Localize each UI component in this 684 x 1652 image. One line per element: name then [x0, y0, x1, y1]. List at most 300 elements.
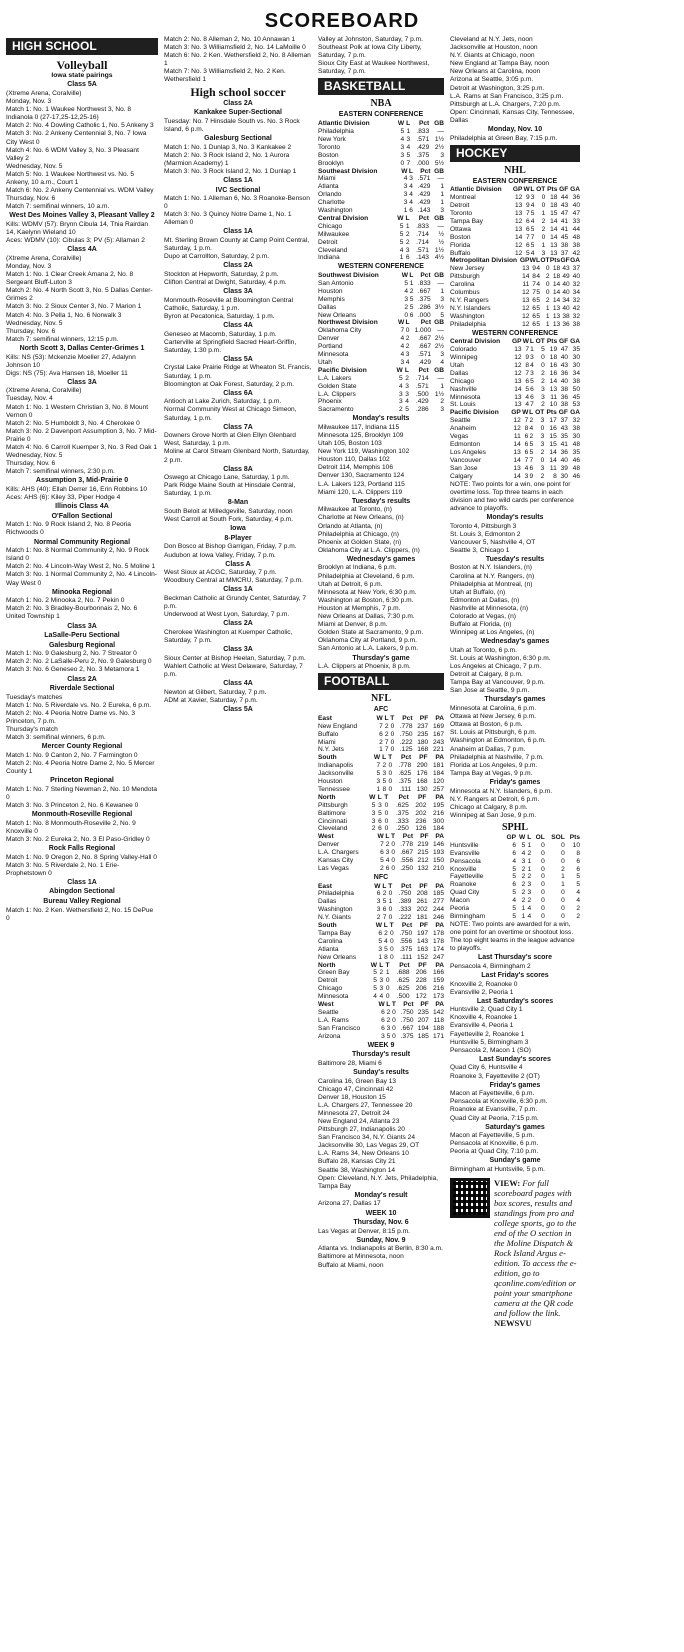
- table-cell: 0: [384, 801, 389, 809]
- table-cell: 5: [541, 346, 545, 354]
- result-line: Monmouth-Roseville at Bloomington Central Catholic, Saturday, 1 p.m.: [164, 296, 294, 312]
- table-cell: 2: [409, 287, 414, 295]
- table-header: L: [408, 167, 413, 175]
- table-header: Pct: [418, 366, 429, 374]
- table-header: Pct: [418, 120, 430, 128]
- table-cell: 188: [432, 1024, 444, 1032]
- table-cell: 14: [513, 472, 521, 480]
- table-cell: 2: [545, 273, 550, 281]
- result-line: Miami at Denver, 8 p.m.: [318, 621, 388, 629]
- table-cell: Ottawa: [450, 225, 471, 233]
- table-cell: 3: [376, 906, 381, 914]
- table-cell: Boston: [450, 233, 471, 241]
- table-header: South: [318, 754, 337, 762]
- result-line: Dupo at Carrollton, Saturday, 2 p.m.: [164, 253, 270, 261]
- table-cell: 12: [514, 361, 522, 369]
- section-heading: Thursday's game: [352, 654, 410, 662]
- table-cell: 48: [572, 233, 580, 241]
- table-cell: 45: [572, 393, 580, 401]
- table-header: GF: [558, 338, 569, 346]
- table-cell: 0: [561, 897, 565, 905]
- table-row: [318, 191, 444, 199]
- table-cell: 3: [376, 898, 381, 906]
- table-cell: Calgary: [450, 472, 473, 480]
- table-cell: 5: [536, 312, 541, 320]
- table-cell: 7: [525, 346, 530, 354]
- table-cell: 3: [521, 857, 526, 865]
- table-header: Central Division: [318, 214, 369, 222]
- table-header: GA: [570, 186, 580, 194]
- table-cell: 2: [541, 401, 545, 409]
- table-cell: 171: [432, 1032, 444, 1040]
- table-cell: 4: [399, 382, 403, 390]
- table-header: W: [401, 167, 408, 175]
- section-heading: Monmouth-Roseville Regional: [31, 811, 133, 819]
- table-cell: Miami: [318, 738, 336, 746]
- table-header: OT: [540, 257, 550, 265]
- table-cell: .625: [396, 977, 410, 985]
- table-cell: 6: [525, 377, 530, 385]
- section-heading: Class 4A: [67, 246, 97, 254]
- table-cell: Chicago: [318, 985, 343, 993]
- section-heading: Iowa state pairings: [51, 72, 113, 79]
- table-cell: 0: [392, 1009, 396, 1016]
- table-cell: .222: [398, 914, 412, 922]
- table-row: [450, 858, 580, 866]
- section-heading: Thursday's games: [484, 696, 546, 704]
- table-row: [318, 391, 444, 399]
- table-cell: .556: [399, 937, 413, 945]
- table-cell: 0: [388, 785, 393, 793]
- table-cell: 40: [560, 377, 569, 385]
- table-cell: Boston: [318, 151, 339, 159]
- table-cell: 3: [404, 295, 409, 303]
- table-cell: 2: [521, 865, 526, 873]
- standings-table: [318, 754, 444, 794]
- table-cell: L.A. Chargers: [318, 849, 359, 857]
- table-cell: .714: [415, 374, 429, 382]
- table-cell: Anaheim: [450, 425, 477, 433]
- table-cell: 261: [416, 898, 428, 906]
- result-line: Seattle 38, Washington 14: [318, 1166, 396, 1174]
- table-cell: —: [437, 279, 444, 287]
- table-cell: .778: [398, 762, 412, 770]
- table-header: GB: [434, 120, 444, 128]
- table-cell: 0: [389, 929, 394, 937]
- table-cell: 3: [530, 194, 535, 202]
- table-cell: 5: [512, 889, 517, 897]
- table-cell: Detroit: [318, 238, 338, 246]
- table-cell: 6: [532, 312, 536, 320]
- table-header: W: [397, 214, 404, 222]
- table-cell: 5: [526, 249, 530, 257]
- table-cell: 0: [541, 194, 546, 202]
- table-header: L: [405, 214, 410, 222]
- section-heading: Class 4A: [223, 322, 253, 329]
- table-cell: 0: [545, 265, 550, 273]
- table-cell: 37: [572, 265, 580, 273]
- section-heading: Class 5A: [223, 355, 253, 363]
- result-line: San Antonio at L.A. Lakers, 9 p.m.: [318, 645, 419, 653]
- result-line: N.Y. Giants at Chicago, noon: [450, 52, 535, 60]
- table-cell: 4: [373, 993, 377, 1001]
- table-row: [318, 343, 444, 351]
- table-row: [318, 183, 444, 191]
- table-cell: 30: [572, 433, 580, 441]
- table-cell: 169: [432, 722, 444, 730]
- table-cell: 212: [417, 857, 429, 865]
- table-header: T: [384, 793, 389, 801]
- table-cell: 6: [526, 217, 530, 225]
- result-line: St. Louis at Washington, 6:30 p.m.: [450, 655, 551, 662]
- table-row: [450, 881, 580, 889]
- table-header: L: [529, 338, 534, 346]
- table-cell: 5: [373, 969, 377, 977]
- section-heading: WEEK 9: [367, 1041, 395, 1049]
- table-row: [318, 1025, 444, 1033]
- table-cell: 2: [529, 417, 534, 425]
- result-line: South Beloit at Milledgeville, Saturday, noon: [164, 508, 293, 516]
- table-cell: 13: [513, 448, 521, 456]
- table-cell: 206: [415, 985, 427, 993]
- column-football-prep: [164, 36, 312, 1646]
- table-cell: San Antonio: [318, 279, 354, 287]
- table-cell: 6: [532, 297, 536, 304]
- result-line: Beckman Catholic at Grundy Center, Saturday, 7 p.m.: [164, 595, 307, 611]
- table-cell: 12: [515, 249, 523, 257]
- table-header: W: [519, 833, 526, 841]
- table-cell: 5: [371, 801, 376, 809]
- table-row: [318, 906, 444, 914]
- table-cell: 14: [550, 217, 558, 225]
- table-cell: 202: [415, 809, 427, 817]
- result-line: Wednesday, Nov. 5: [6, 162, 63, 170]
- result-line: Match 4: No. 6 WDM Valley 3, No. 3 Pleasant Valley 2: [6, 146, 139, 162]
- result-line: Normal Community West at Chicago Simeon, Saturday, 1 p.m.: [164, 406, 297, 422]
- table-header: Pct: [420, 319, 432, 327]
- section-heading: Last Thursday's score: [477, 954, 553, 962]
- table-cell: 9: [526, 194, 530, 202]
- table-cell: 8: [382, 785, 387, 793]
- result-line: (Xtreme Arena, Coralville): [6, 254, 82, 262]
- table-row: [318, 841, 444, 849]
- table-header: GP: [506, 833, 517, 841]
- table-row: [318, 327, 444, 335]
- section-heading: Class 3A: [67, 378, 97, 386]
- table-cell: 0: [389, 945, 394, 953]
- table-cell: 43: [562, 265, 570, 273]
- table-header: GF: [560, 257, 570, 265]
- table-cell: 4: [400, 351, 405, 359]
- table-row: [450, 433, 580, 441]
- table-cell: ½: [438, 238, 444, 246]
- table-cell: 12: [522, 320, 530, 328]
- table-header: T: [388, 754, 393, 762]
- table-cell: 4: [400, 135, 405, 143]
- result-line: Las Vegas at Denver, 8:15 p.m.: [318, 1227, 411, 1235]
- table-cell: 13: [515, 210, 523, 218]
- table-cell: 0: [384, 825, 389, 833]
- table-cell: 47: [560, 346, 569, 354]
- table-cell: 0: [388, 890, 393, 898]
- standings-table: [450, 186, 580, 257]
- table-header: SOL: [551, 833, 565, 841]
- section-heading: North Scott 3, Dallas Center-Grimes 1: [19, 344, 145, 352]
- section-heading: Class 2A: [223, 620, 253, 628]
- table-row: [318, 938, 444, 946]
- table-cell: 0: [541, 857, 545, 865]
- table-header: Pct: [402, 714, 413, 722]
- table-cell: Vegas: [450, 433, 469, 441]
- table-cell: 0: [392, 1032, 396, 1040]
- table-cell: 7: [382, 914, 387, 922]
- table-cell: 3: [540, 417, 545, 425]
- table-header: Pacific Division: [450, 409, 499, 417]
- table-row: [450, 281, 580, 289]
- result-line: Minnesota at New York, 6:30 p.m.: [318, 588, 417, 596]
- table-header: GA: [570, 338, 580, 346]
- table-cell: Carolina: [318, 937, 343, 945]
- result-line: San Jose at Seattle, 9 p.m.: [450, 687, 530, 695]
- result-line: Match 3: No. 3 Princeton 2, No. 6 Kewanee 0: [6, 801, 139, 809]
- table-cell: .429: [417, 183, 431, 191]
- table-cell: 2: [379, 738, 383, 746]
- section-heading: Mercer County Regional: [41, 743, 123, 751]
- section-heading: Class 1A: [223, 176, 253, 184]
- result-line: St. Louis 3, Edmonton 2: [450, 530, 521, 538]
- table-header: West: [318, 1001, 334, 1009]
- table-cell: 0: [385, 985, 390, 993]
- table-cell: 3: [530, 369, 534, 377]
- table-cell: 184: [432, 770, 444, 778]
- table-cell: 3: [400, 151, 405, 159]
- table-row: [318, 1017, 444, 1025]
- table-header: PA: [435, 961, 444, 969]
- section-heading: Minooka Regional: [52, 588, 112, 596]
- table-cell: Golden State: [318, 382, 357, 390]
- table-cell: 46: [572, 456, 580, 464]
- result-line: Huntsville 2, Quad City 1: [450, 1006, 523, 1014]
- result-line: Arizona 27, Dallas 17: [318, 1200, 381, 1208]
- table-cell: 5: [512, 865, 517, 873]
- table-cell: 0: [385, 977, 390, 985]
- result-line: Match 1: No. 2 Minooka 2, No. 7 Pekin 0: [6, 597, 125, 605]
- table-cell: 16: [549, 369, 558, 377]
- table-cell: L.A. Lakers: [318, 374, 352, 382]
- table-cell: 32: [572, 312, 580, 320]
- table-header: W: [522, 409, 529, 417]
- table-cell: 2: [521, 897, 526, 905]
- table-cell: 4: [536, 281, 541, 289]
- table-cell: Knoxville: [450, 865, 477, 873]
- table-cell: 38: [560, 241, 569, 249]
- result-line: Brooklyn at Indiana, 6 p.m.: [318, 564, 397, 572]
- table-cell: 43: [560, 202, 569, 210]
- table-header: PF: [419, 714, 429, 722]
- table-cell: N.Y. Islanders: [450, 304, 491, 312]
- result-line: Match 4: No. 3 Pella 1, No. 6 Norwalk 3: [6, 311, 122, 319]
- table-row: [318, 778, 444, 786]
- table-cell: 5: [530, 210, 535, 218]
- section-heading: NHL: [504, 164, 526, 176]
- table-cell: Las Vegas: [318, 865, 349, 872]
- table-cell: 40: [572, 273, 580, 281]
- result-line: Kills: AHS (40): Ellah Derrer 16, Erin Robbins 10: [6, 486, 148, 493]
- section-heading: Monday, Nov. 10: [487, 126, 543, 134]
- table-cell: 1: [545, 304, 550, 312]
- result-line: Cleveland at N.Y. Jets, noon: [450, 36, 533, 43]
- result-line: Vancouver 5, Nashville 4, OT: [450, 538, 536, 546]
- section-heading: Class 5A: [223, 705, 253, 713]
- table-cell: 6: [576, 857, 580, 865]
- table-row: [450, 273, 580, 281]
- table-cell: 13: [552, 304, 561, 312]
- section-heading: AFC: [373, 706, 389, 714]
- table-cell: 1: [399, 254, 404, 262]
- table-cell: 168: [417, 746, 429, 754]
- section-heading: Thursday, Nov. 6: [353, 1219, 409, 1227]
- table-cell: 7: [384, 738, 389, 746]
- table-cell: 3: [540, 433, 545, 441]
- result-line: Buffalo 28, Kansas City 21: [318, 1158, 396, 1166]
- table-cell: Fayetteville: [450, 873, 484, 881]
- result-line: Monday, Nov. 3: [6, 98, 52, 106]
- table-cell: 194: [417, 1024, 429, 1032]
- result-line: Baltimore 28, Miami 6: [318, 1059, 382, 1067]
- table-row: [318, 739, 444, 747]
- table-cell: 47: [572, 210, 580, 218]
- result-line: Audubon at Iowa Valley, Friday, 7 p.m.: [164, 551, 276, 559]
- table-cell: 215: [417, 849, 429, 857]
- table-cell: Kansas City: [318, 857, 354, 865]
- table-cell: 0: [391, 857, 396, 865]
- result-line: Minnesota 27, Detroit 24: [318, 1109, 390, 1117]
- result-line: Match 7: semifinal winners, 10 a.m.: [6, 203, 110, 211]
- table-cell: 3: [440, 406, 444, 414]
- table-cell: 3: [379, 985, 384, 993]
- table-cell: 172: [415, 993, 427, 1001]
- table-header: South: [318, 922, 337, 930]
- table-cell: Portland: [318, 343, 343, 351]
- result-line: Match 2: No. 4 Dowling Catholic 1, No. 5 Ankeny 3: [6, 122, 154, 130]
- table-cell: 290: [416, 762, 428, 770]
- table-row: [450, 897, 580, 905]
- result-line: Match 1: No. 1 Clear Creek Amana 2, No. 8 Sergeant Bluff-Luton 3: [6, 271, 134, 287]
- result-line: Match 3: No. 2 Sioux Center 3, No. 7 Marion 1: [6, 303, 142, 311]
- table-cell: 4: [406, 143, 411, 151]
- result-line: Thursday, Nov. 6: [6, 195, 56, 203]
- table-cell: 5: [576, 881, 580, 889]
- result-line: Detroit 114, Memphis 106: [318, 464, 394, 472]
- table-header: GB: [434, 366, 444, 374]
- table-header: W: [376, 714, 383, 722]
- table-cell: Huntsville: [450, 841, 479, 849]
- table-row: [318, 1009, 444, 1017]
- table-cell: 5: [406, 151, 411, 159]
- table-cell: 18: [549, 354, 558, 362]
- table-cell: Atlanta: [318, 183, 339, 191]
- table-cell: 13: [514, 393, 522, 401]
- table-cell: 2½: [434, 343, 444, 351]
- result-line: Fayetteville 2, Roanoke 1: [450, 1030, 525, 1038]
- table-cell: .667: [400, 1024, 414, 1032]
- table-header: GF: [558, 409, 568, 417]
- table-cell: Orlando: [318, 191, 342, 199]
- table-cell: 2: [576, 912, 580, 920]
- table-header: L: [382, 882, 387, 890]
- table-cell: Philadelphia: [318, 890, 354, 898]
- table-header: North: [318, 793, 336, 801]
- table-cell: 4: [512, 857, 517, 865]
- table-row: [318, 152, 444, 160]
- table-cell: .333: [398, 906, 412, 914]
- table-cell: 1: [405, 222, 410, 230]
- table-cell: Seattle: [450, 417, 471, 425]
- table-cell: Jacksonville: [318, 770, 354, 778]
- result-line: Philadelphia at Green Bay, 7:15 p.m.: [450, 134, 558, 142]
- table-cell: 4: [527, 905, 532, 913]
- table-cell: .429: [418, 358, 432, 366]
- qr-code-icon: [450, 1178, 490, 1218]
- result-line: Milwaukee at Toronto, (n): [318, 506, 392, 514]
- result-line: Antioch at Lake Zurich, Saturday, 1 p.m.: [164, 398, 282, 406]
- result-line: Newton at Gilbert, Saturday, 7 p.m.: [164, 688, 267, 696]
- result-line: Houston 110, Dallas 102: [318, 456, 390, 464]
- table-cell: 8: [525, 361, 530, 369]
- table-cell: 14: [522, 273, 530, 281]
- table-row: [318, 128, 444, 136]
- table-cell: 6: [529, 464, 534, 472]
- table-cell: —: [437, 175, 444, 183]
- table-cell: Denver: [318, 841, 340, 849]
- table-cell: .667: [418, 343, 432, 351]
- section-heading: Class 1A: [223, 228, 253, 236]
- table-cell: Seattle: [318, 1009, 339, 1016]
- table-cell: 6: [378, 817, 382, 825]
- table-cell: 0: [388, 762, 393, 770]
- table-row: [318, 954, 444, 962]
- table-header: North: [318, 961, 336, 969]
- table-row: [318, 802, 444, 810]
- table-cell: 208: [416, 890, 428, 898]
- section-heading: Galesburg Sectional: [204, 134, 272, 142]
- result-line: Match 1: No. 9 Galesburg 2, No. 7 Streator 0: [6, 650, 137, 658]
- standings-table: [318, 168, 444, 215]
- table-cell: 2: [384, 929, 388, 937]
- section-heading: 8-Man: [227, 499, 249, 507]
- table-cell: 5: [399, 230, 404, 238]
- result-line: Thursday, Nov. 6: [6, 460, 56, 468]
- table-cell: Detroit: [450, 202, 470, 210]
- result-line: Open: Cleveland, N.Y. Jets, Philadelphia, Tampa Bay: [318, 1174, 439, 1190]
- table-row: [450, 401, 580, 409]
- result-line: Match 7: semifinal winners, 2:30 p.m.: [6, 468, 115, 476]
- result-line: Tampa Bay at Vegas, 9 p.m.: [450, 769, 533, 777]
- standings-table: [318, 883, 444, 923]
- table-header: T: [391, 1001, 396, 1009]
- section-heading: Rock Falls Regional: [48, 844, 116, 852]
- table-cell: 40: [562, 289, 570, 297]
- section-heading: EASTERN CONFERENCE: [338, 111, 424, 119]
- table-cell: .500: [396, 993, 410, 1001]
- table-cell: 5: [380, 857, 384, 865]
- table-cell: 7: [525, 369, 530, 377]
- table-header: PA: [435, 833, 444, 841]
- table-row: [318, 231, 444, 239]
- table-cell: 5: [512, 873, 517, 881]
- table-cell: 6: [382, 906, 387, 914]
- table-cell: Chicago: [318, 222, 343, 230]
